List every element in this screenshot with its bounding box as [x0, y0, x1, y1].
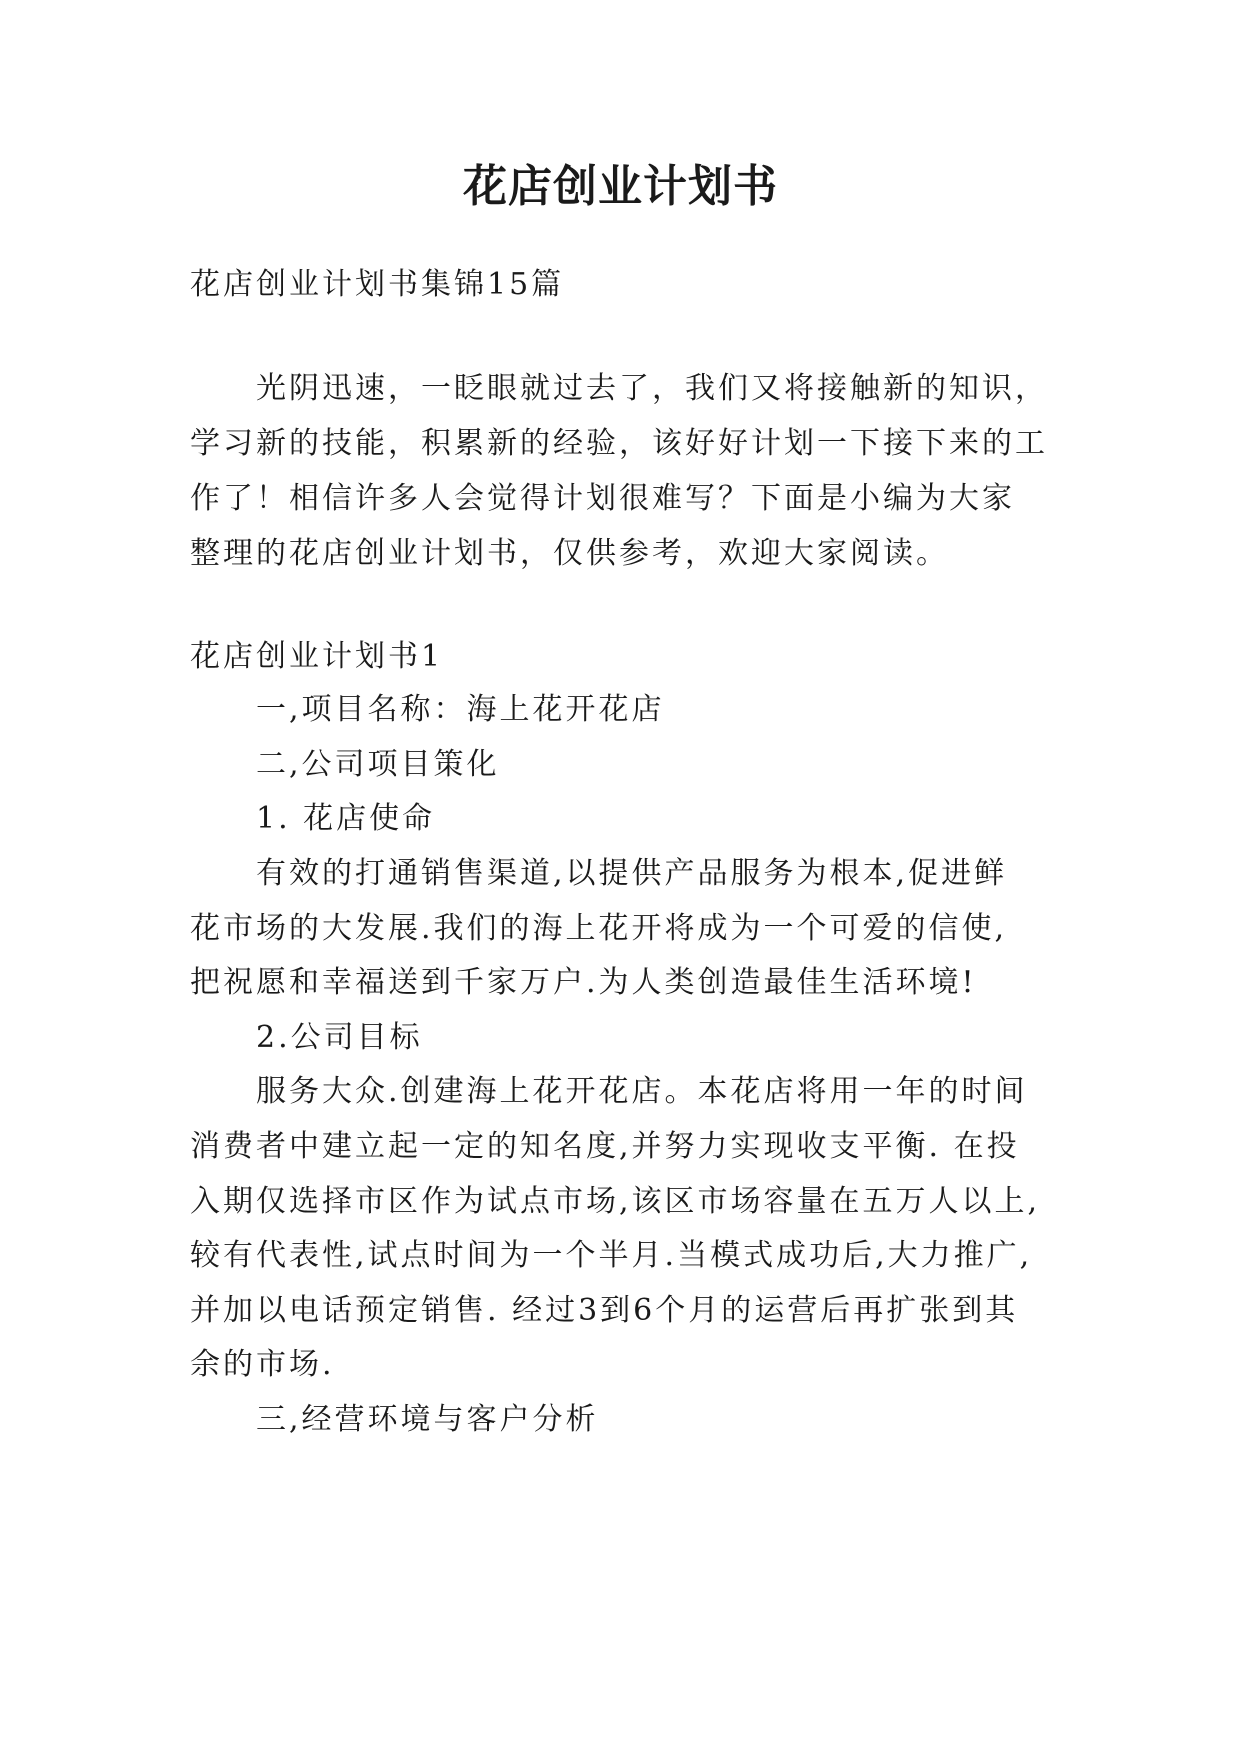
goal-line-6: 余的市场. — [190, 1347, 335, 1382]
item-company-plan: 二,公司项目策化 — [256, 747, 500, 782]
document-title: 花店创业计划书 — [463, 161, 778, 212]
item-environment-analysis: 三,经营环境与客户分析 — [256, 1402, 599, 1437]
item-project-name: 一,项目名称：海上花开花店 — [256, 692, 665, 727]
document-subtitle: 花店创业计划书集锦15篇 — [190, 267, 565, 302]
intro-line-4: 整理的花店创业计划书，仅供参考，欢迎大家阅读。 — [190, 536, 949, 571]
mission-line-2: 花市场的大发展.我们的海上花开将成为一个可爱的信使, — [190, 911, 1008, 946]
goal-line-2: 消费者中建立起一定的知名度,并努力实现收支平衡. 在投 — [190, 1129, 1020, 1164]
goal-line-3: 入期仅选择市区作为试点市场,该区市场容量在五万人以上, — [190, 1184, 1041, 1219]
goal-line-4: 较有代表性,试点时间为一个半月.当模式成功后,大力推广, — [190, 1238, 1033, 1273]
subheading-goals: 2.公司目标 — [256, 1020, 423, 1055]
mission-line-1: 有效的打通销售渠道,以提供产品服务为根本,促进鲜 — [256, 856, 1008, 891]
intro-line-2: 学习新的技能，积累新的经验，该好好计划一下接下来的工 — [190, 426, 1048, 461]
subheading-mission: 1. 花店使命 — [256, 801, 436, 836]
mission-line-3: 把祝愿和幸福送到千家万户.为人类创造最佳生活环境! — [190, 965, 977, 1000]
intro-line-1: 光阴迅速，一眨眼就过去了，我们又将接触新的知识， — [256, 371, 1048, 406]
intro-line-3: 作了！相信许多人会觉得计划很难写？下面是小编为大家 — [190, 481, 1015, 516]
goal-line-5: 并加以电话预定销售. 经过3到6个月的运营后再扩张到其 — [190, 1293, 1019, 1328]
section-heading: 花店创业计划书1 — [190, 639, 444, 674]
goal-line-1: 服务大众.创建海上花开花店。本花店将用一年的时间 — [256, 1074, 1028, 1109]
